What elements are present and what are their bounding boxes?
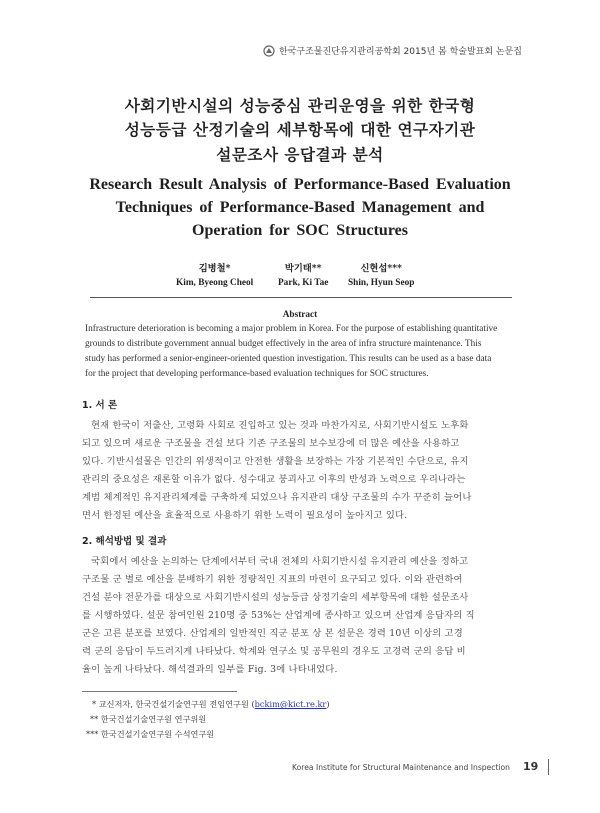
footnote-rule xyxy=(82,691,237,692)
title-en-line-1: Research Result Analysis of Performance-Based Evaluation xyxy=(89,176,511,193)
section-2-line: 건설 분야 전문가를 대상으로 사회기반시설의 성능등급 상정기술의 세부항목에 대한 설문조사 xyxy=(82,592,469,603)
author-3 xyxy=(348,260,414,288)
author-1-kr: 김병철* xyxy=(198,263,231,274)
running-header xyxy=(263,44,522,57)
section-1-line: 현재 한국이 저출산, 고령화 사회로 진입하고 있는 것과 마찬가지로, 사회기반시설도 노후화 xyxy=(91,420,469,431)
section-1-line: 있다. 기반시설물은 인간의 위생적이고 안전한 생활을 보장하는 가장 기본적인 수단으로, 유지 xyxy=(82,456,469,467)
footnote-2: ** 한국건설기술연구원 연구위원 xyxy=(90,714,207,724)
abstract-heading: Abstract xyxy=(282,310,318,320)
abstract-line: study has performed a senior-engineer-oriented question investigation. This results can be used as a base data xyxy=(85,354,492,364)
abstract-line: grounds to distribute government annual budget effectively in the area of infra structure maintenance. This xyxy=(85,339,482,349)
page-number-bar xyxy=(548,759,549,775)
author-3-en: Shin, Hyun Seop xyxy=(348,278,415,288)
title-kr-line-1: 사회기반시설의 성능중심 관리운영을 위한 한국형 xyxy=(124,96,476,115)
footer-text: Korea Institute for Structural Maintenance and Inspection xyxy=(292,763,510,772)
author-2-kr: 박기태** xyxy=(284,263,322,274)
author-2 xyxy=(278,260,328,288)
footnote-3: *** 한국건설기술연구원 수석연구원 xyxy=(86,729,215,739)
ksmi-logo-icon xyxy=(263,45,275,57)
section-2-line: 를 시행하였다. 설문 참여인원 210명 중 53%는 산업계에 종사하고 있으며 산업계 응답자의 직 xyxy=(82,610,475,621)
section-2-line: 력 군의 응답이 두드러지게 나타났다. 학계와 연구소 및 공무원의 경우도 고경력 군의 응답 비 xyxy=(82,646,466,657)
section-2-line: 군은 고른 분포를 보였다. 산업계의 일반적인 직군 분포 상 본 설문은 경력 10년 이상의 고경 xyxy=(82,628,463,639)
author-1-en: Kim, Byeong Cheol xyxy=(176,278,254,288)
title-kr-line-3: 설문조사 응답결과 분석 xyxy=(216,145,384,164)
section-2-heading: 2. 해석방법 및 결과 xyxy=(82,536,167,547)
footnote-1-suffix: ) xyxy=(326,699,330,709)
footnote-1 xyxy=(92,699,330,710)
header-text: 한국구조물진단유지관리공학회 2015년 봄 학술발표회 논문집 xyxy=(278,47,522,57)
abstract-line: for the project that developing performance-based evaluation techniques for SOC structures. xyxy=(85,369,429,379)
section-1-line: 계범 체계적인 유지관리체계를 구축하게 되었으나 유지관리 대상 구조물의 수가 꾸준히 늘어나 xyxy=(82,492,472,503)
abstract-line: Infrastructure deterioration is becoming a major problem in Korea. For the purpose of establishing quantitative xyxy=(85,324,498,334)
title-en-line-2: Techniques of Performance-Based Management and xyxy=(115,199,485,216)
title-kr-line-2: 성능등급 산정기술의 세부항목에 대한 연구자기관 xyxy=(124,120,476,139)
title-en-line-3: Operation for SOC Structures xyxy=(192,222,408,239)
section-1-line: 되고 있으며 새로운 구조물을 건설 보다 기존 구조물의 보수보강에 더 많은 예산을 사용하고 xyxy=(82,438,460,449)
section-1-line: 관리의 중요성은 재론할 이유가 없다. 성수대교 붕괴사고 이후의 반성과 노력으로 우리나라는 xyxy=(82,474,466,485)
author-1 xyxy=(176,260,253,288)
section-2-line: 구조물 군 별로 예산을 분배하기 위한 정량적인 지표의 마련이 요구되고 있다. 이와 관련하여 xyxy=(82,574,463,585)
divider-rule xyxy=(90,297,512,298)
section-2-line: 율이 높게 나타났다. 해석결과의 일부를 Fig. 3에 나타내었다. xyxy=(82,664,338,675)
section-2-line: 국회에서 예산을 논의하는 단계에서부터 국내 전체의 사회기반시설 유지관리 예산을 정하고 xyxy=(91,556,469,567)
footnote-1-prefix: * 교신저자, 한국건설기술연구원 전임연구원 ( xyxy=(92,699,255,709)
author-2-en: Park, Ki Tae xyxy=(278,278,329,288)
author-3-kr: 신현섭*** xyxy=(360,263,402,274)
email-link[interactable]: bckim@kict.re.kr xyxy=(254,699,327,709)
section-1-heading: 1. 서 론 xyxy=(82,400,118,411)
section-1-line: 면서 한정된 예산을 효율적으로 사용하기 위한 노력이 필요성이 높아지고 있다. xyxy=(82,510,408,521)
page-number: 19 xyxy=(523,760,539,773)
